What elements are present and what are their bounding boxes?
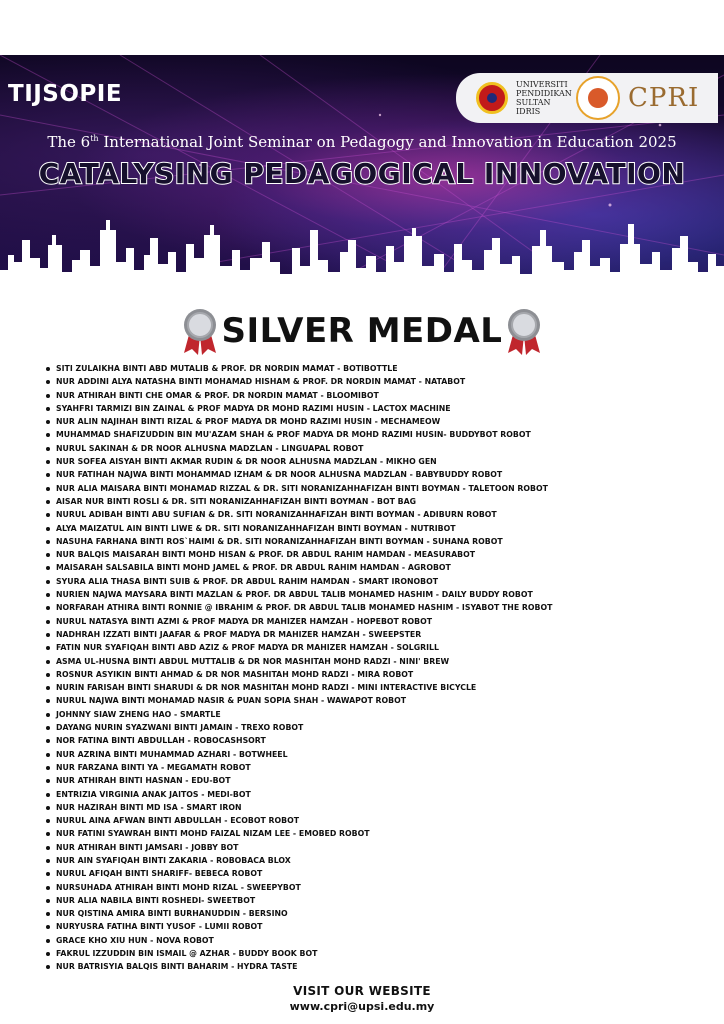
list-item: NUR ATHIRAH BINTI JAMSARI - JOBBY BOT: [44, 841, 714, 854]
list-item: SYAHFRI TARMIZI BIN ZAINAL & PROF MADYA DR MOHD RAZIMI HUSIN - LACTOX MACHINE: [44, 402, 714, 415]
list-item: NADHRAH IZZATI BINTI JAAFAR & PROF MADYA DR MAHIZER HAMZAH - SWEEPSTER: [44, 628, 714, 641]
list-item: NURUL AINA AFWAN BINTI ABDULLAH - ECOBOT ROBOT: [44, 814, 714, 827]
silver-medal-icon: [504, 307, 544, 355]
list-item: NURYUSRA FATIHA BINTI YUSOF - LUMII ROBOT: [44, 920, 714, 933]
footer: [0, 984, 724, 1013]
list-item: MUHAMMAD SHAFIZUDDIN BIN MU'AZAM SHAH & PROF MADYA DR MOHD RAZIMI HUSIN- BUDDYBOT ROBOT: [44, 428, 714, 441]
medal-title-text: SILVER MEDAL: [221, 311, 503, 351]
list-item: NUR QISTINA AMIRA BINTI BURHANUDDIN - BERSINO: [44, 907, 714, 920]
list-item: NUR ALIA MAISARA BINTI MOHAMAD RIZZAL & DR. SITI NORANIZAHHAFIZAH BINTI BOYMAN - TALETOON ROBOT: [44, 482, 714, 495]
list-item: FAKRUL IZZUDDIN BIN ISMAIL @ AZHAR - BUDDY BOOK BOT: [44, 947, 714, 960]
list-item: NUR FATINI SYAWRAH BINTI MOHD FAIZAL NIZAM LEE - EMOBED ROBOT: [44, 827, 714, 840]
list-item: NUR BATRISYIA BALQIS BINTI BAHARIM - HYDRA TASTE: [44, 960, 714, 973]
list-item: NUR HAZIRAH BINTI MD ISA - SMART IRON: [44, 801, 714, 814]
partner-logos-panel: [456, 73, 718, 123]
list-item: NURIEN NAJWA MAYSARA BINTI MAZLAN & PROF. DR ABDUL TALIB MOHAMED HASHIM - DAILY BUDDY ROBOT: [44, 588, 714, 601]
list-item: MAISARAH SALSABILA BINTI MOHD JAMEL & PROF. DR ABDUL RAHIM HAMDAN - AGROBOT: [44, 561, 714, 574]
list-item: SYURA ALIA THASA BINTI SUIB & PROF. DR ABDUL RAHIM HAMDAN - SMART IRONOBOT: [44, 575, 714, 588]
seminar-title: The 6th International Joint Seminar on Pedagogy and Innovation in Education 2025: [47, 133, 677, 151]
list-item: NURUL SAKINAH & DR NOOR ALHUSNA MADZLAN - LINGUAPAL ROBOT: [44, 442, 714, 455]
upsi-logo-text: UNIVERSITI PENDIDIKAN SULTAN IDRIS: [516, 80, 572, 116]
header-banner: [0, 55, 724, 300]
list-item: NURUL NATASYA BINTI AZMI & PROF MADYA DR MAHIZER HAMZAH - HOPEBOT ROBOT: [44, 615, 714, 628]
list-item: NUR BALQIS MAISARAH BINTI MOHD HISAN & PROF. DR ABDUL RAHIM HAMDAN - MEASURABOT: [44, 548, 714, 561]
list-item: FATIN NUR SYAFIQAH BINTI ABD AZIZ & PROF MADYA DR MAHIZER HAMZAH - SOLGRILL: [44, 641, 714, 654]
silver-medal-icon: [180, 307, 220, 355]
list-item: NUR FATIHAH NAJWA BINTI MOHAMMAD IZHAM & DR NOOR ALHUSNA MADZLAN - BABYBUDDY ROBOT: [44, 468, 714, 481]
city-skyline: [0, 200, 724, 300]
list-item: NURUL NAJWA BINTI MOHAMAD NASIR & PUAN SOPIA SHAH - WAWAPOT ROBOT: [44, 694, 714, 707]
list-item: NUR ALIA NABILA BINTI ROSHEDI- SWEETBOT: [44, 894, 714, 907]
list-item: NURSUHADA ATHIRAH BINTI MOHD RIZAL - SWEEPYBOT: [44, 881, 714, 894]
list-item: NUR FARZANA BINTI YA - MEGAMATH ROBOT: [44, 761, 714, 774]
list-item: ROSNUR ASYIKIN BINTI AHMAD & DR NOR MASHITAH MOHD RADZI - MIRA ROBOT: [44, 668, 714, 681]
visit-website-label: VISIT OUR WEBSITE: [293, 984, 431, 998]
list-item: ALYA MAIZATUL AIN BINTI LIWE & DR. SITI NORANIZAHHAFIZAH BINTI BOYMAN - NUTRIBOT: [44, 522, 714, 535]
website-link[interactable]: www.cpri@upsi.edu.my: [289, 1000, 435, 1013]
list-item: NUR ATHIRAH BINTI HASNAN - EDU-BOT: [44, 774, 714, 787]
list-item: NUR AIN SYAFIQAH BINTI ZAKARIA - ROBOBACA BLOX: [44, 854, 714, 867]
list-item: NOR FATINA BINTI ABDULLAH - ROBOCASHSORT: [44, 734, 714, 747]
list-item: NURUL ADIBAH BINTI ABU SUFIAN & DR. SITI NORANIZAHHAFIZAH BINTI BOYMAN - ADIBURN ROBOT: [44, 508, 714, 521]
list-item: NASUHA FARHANA BINTI ROS`HAIMI & DR. SITI NORANIZAHHAFIZAH BINTI BOYMAN - SUHANA ROBOT: [44, 535, 714, 548]
list-item: AISAR NUR BINTI ROSLI & DR. SITI NORANIZAHHAFIZAH BINTI BOYMAN - BOT BAG: [44, 495, 714, 508]
upsi-crest-icon: [476, 82, 508, 114]
list-item: JOHNNY SIAW ZHENG HAO - SMARTLE: [44, 708, 714, 721]
list-item: NUR SOFEA AISYAH BINTI AKMAR RUDIN & DR NOOR ALHUSNA MADZLAN - MIKHO GEN: [44, 455, 714, 468]
list-item: NUR AZRINA BINTI MUHAMMAD AZHARI - BOTWHEEL: [44, 748, 714, 761]
list-item: NURIN FARISAH BINTI SHARUDI & DR NOR MASHITAH MOHD RADZI - MINI INTERACTIVE BICYCLE: [44, 681, 714, 694]
list-item: GRACE KHO XIU HUN - NOVA ROBOT: [44, 934, 714, 947]
event-brand-logo: TIJSOPIE: [8, 81, 123, 107]
list-item: NUR ATHIRAH BINTI CHE OMAR & PROF. DR NORDIN MAMAT - BLOOMIBOT: [44, 389, 714, 402]
list-item: ASMA UL-HUSNA BINTI ABDUL MUTTALIB & DR NOR MASHITAH MOHD RADZI - NINI' BREW: [44, 655, 714, 668]
list-item: ENTRIZIA VIRGINIA ANAK JAITOS - MEDI-BOT: [44, 788, 714, 801]
list-item: SITI ZULAIKHA BINTI ABD MUTALIB & PROF. DR NORDIN MAMAT - BOTIBOTTLE: [44, 362, 714, 375]
seminar-theme: CATALYSING PEDAGOGICAL INNOVATION: [38, 157, 686, 190]
list-item: NORFARAH ATHIRA BINTI RONNIE @ IBRAHIM & PROF. DR ABDUL TALIB MOHAMED HASHIM - ISYABOT THE ROBOT: [44, 601, 714, 614]
cpri-logo: CPRI: [628, 83, 700, 113]
list-item: DAYANG NURIN SYAZWANI BINTI JAMAIN - TREXO ROBOT: [44, 721, 714, 734]
silver-medal-heading: [0, 306, 724, 356]
central-education-intelligence-logo-icon: [576, 76, 620, 120]
list-item: NUR ADDINI ALYA NATASHA BINTI MOHAMAD HISHAM & PROF. DR NORDIN MAMAT - NATABOT: [44, 375, 714, 388]
winners-list: [44, 362, 714, 974]
list-item: NURUL AFIQAH BINTI SHARIFF- BEBECA ROBOT: [44, 867, 714, 880]
list-item: NUR ALIN NAJIHAH BINTI RIZAL & PROF MADYA DR MOHD RAZIMI HUSIN - MECHAMEOW: [44, 415, 714, 428]
